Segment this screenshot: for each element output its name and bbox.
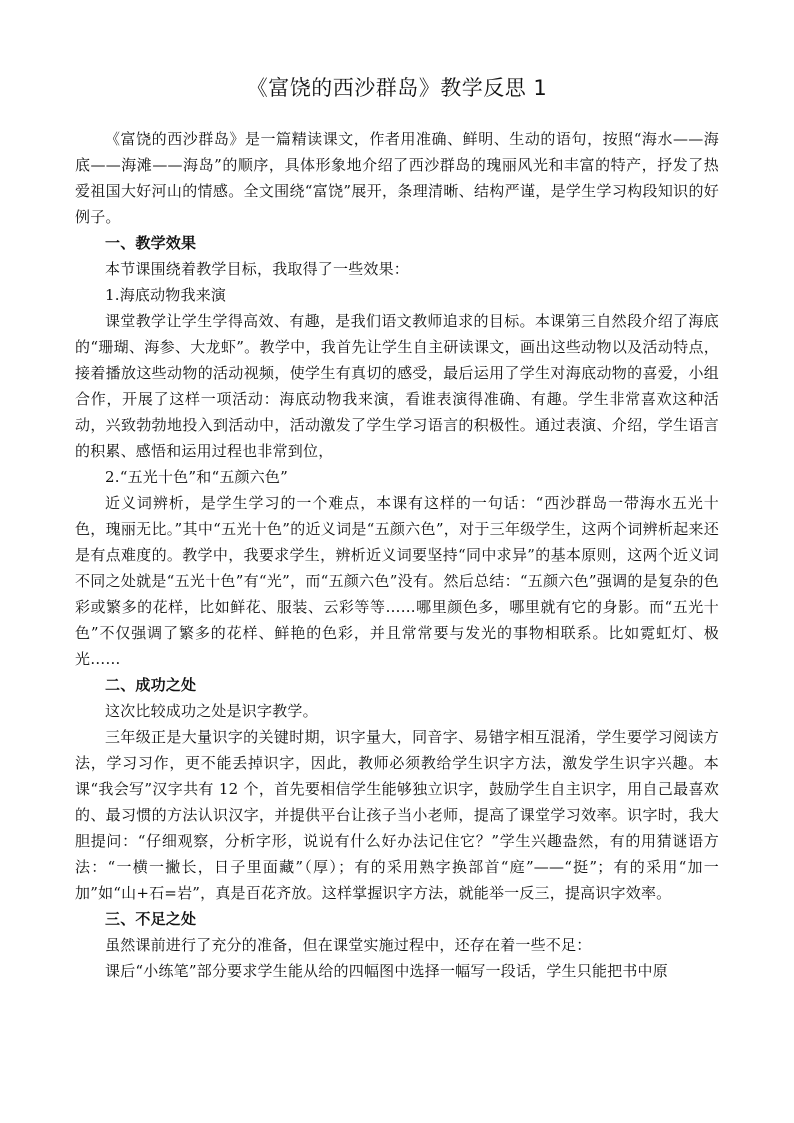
section-heading-shortcomings: 三、不足之处 <box>105 910 197 928</box>
section2-paragraph: 三年级正是大量识字的关键时期，识字量大，同音字、易错字相互混淆，学生要学习阅读方法，学习习作，更不能丢掉识字，因此，教师必须教给学生识字方法，激发学生识字兴趣。本课“我会写”汉字共有 12 个，首先要相信学生能够独立识字，鼓励学生自主识字，用自己最喜欢的、最习惯的方法认识汉字，并提供平台让孩子当小老师，提高了课堂学习效率。识字时，我大胆提问：“仔细观察，分析字形，说说有什么好办法记住它？”学生兴趣盎然，有的用猜谜语方法：“一横一撇长，日子里面藏”（厚）；有的采用熟字换部首“庭”——“挺”；有的采用“加一加”如“山+石=岩”，真是百花齐放。这样掌握识字方法，就能举一反三，提高识字效率。 <box>75 728 719 902</box>
section-heading-teaching-effect: 一、教学效果 <box>105 234 197 252</box>
section2-lead: 这次比较成功之处是识字教学。 <box>105 702 318 720</box>
section1-item1-paragraph: 课堂教学让学生学得高效、有趣，是我们语文教师追求的目标。本课第三自然段介绍了海底的“珊瑚、海参、大龙虾”。教学中，我首先让学生自主研读课文，画出这些动物以及活动特点，接着播放这些动物的活动视频，使学生有真切的感受，最后运用了学生对海底动物的喜爱，小组合作，开展了这样一项活动：海底动物我来演，看谁表演得准确、有趣。学生非常喜欢这种活动，兴致勃勃地投入到活动中，活动激发了学生学习语言的积极性。通过表演、介绍，学生语言的积累、感悟和运用过程也非常到位， <box>75 312 719 460</box>
intro-paragraph: 《富饶的西沙群岛》是一篇精读课文，作者用准确、鲜明、生动的语句，按照“海水——海底——海滩——海岛”的顺序，具体形象地介绍了西沙群岛的瑰丽风光和丰富的特产，抒发了热爱祖国大好河山的情感。全文围绕“富饶”展开，条理清晰、结构严谨，是学生学习构段知识的好例子。 <box>75 130 719 226</box>
section1-item1-title: 1.海底动物我来演 <box>105 286 227 304</box>
section1-item2-title: 2.“五光十色”和“五颜六色” <box>105 468 288 486</box>
section1-item2-paragraph: 近义词辨析，是学生学习的一个难点，本课有这样的一句话：“西沙群岛一带海水五光十色，瑰丽无比。”其中“五光十色”的近义词是“五颜六色”，对于三年级学生，这两个词辨析起来还是有点难度的。教学中，我要求学生，辨析近义词要坚持“同中求异”的基本原则，这两个近义词不同之处就是“五光十色”有“光”，而“五颜六色”没有。然后总结：“五颜六色”强调的是复杂的色彩或繁多的花样，比如鲜花、服装、云彩等等……哪里颜色多，哪里就有它的身影。而“五光十色”不仅强调了繁多的花样、鲜艳的色彩，并且常常要与发光的事物相联系。比如霓虹灯、极光…… <box>75 494 719 668</box>
section3-paragraph: 课后“小练笔”部分要求学生能从给的四幅图中选择一幅写一段话，学生只能把书中原 <box>105 962 668 980</box>
document-title: 《富饶的西沙群岛》教学反思 1 <box>246 76 548 100</box>
section-heading-success: 二、成功之处 <box>105 676 197 694</box>
section3-lead: 虽然课前进行了充分的准备，但在课堂实施过程中，还存在着一些不足： <box>105 936 592 954</box>
section1-lead: 本节课围绕着教学目标，我取得了一些效果： <box>105 260 410 278</box>
document-body <box>75 126 719 984</box>
